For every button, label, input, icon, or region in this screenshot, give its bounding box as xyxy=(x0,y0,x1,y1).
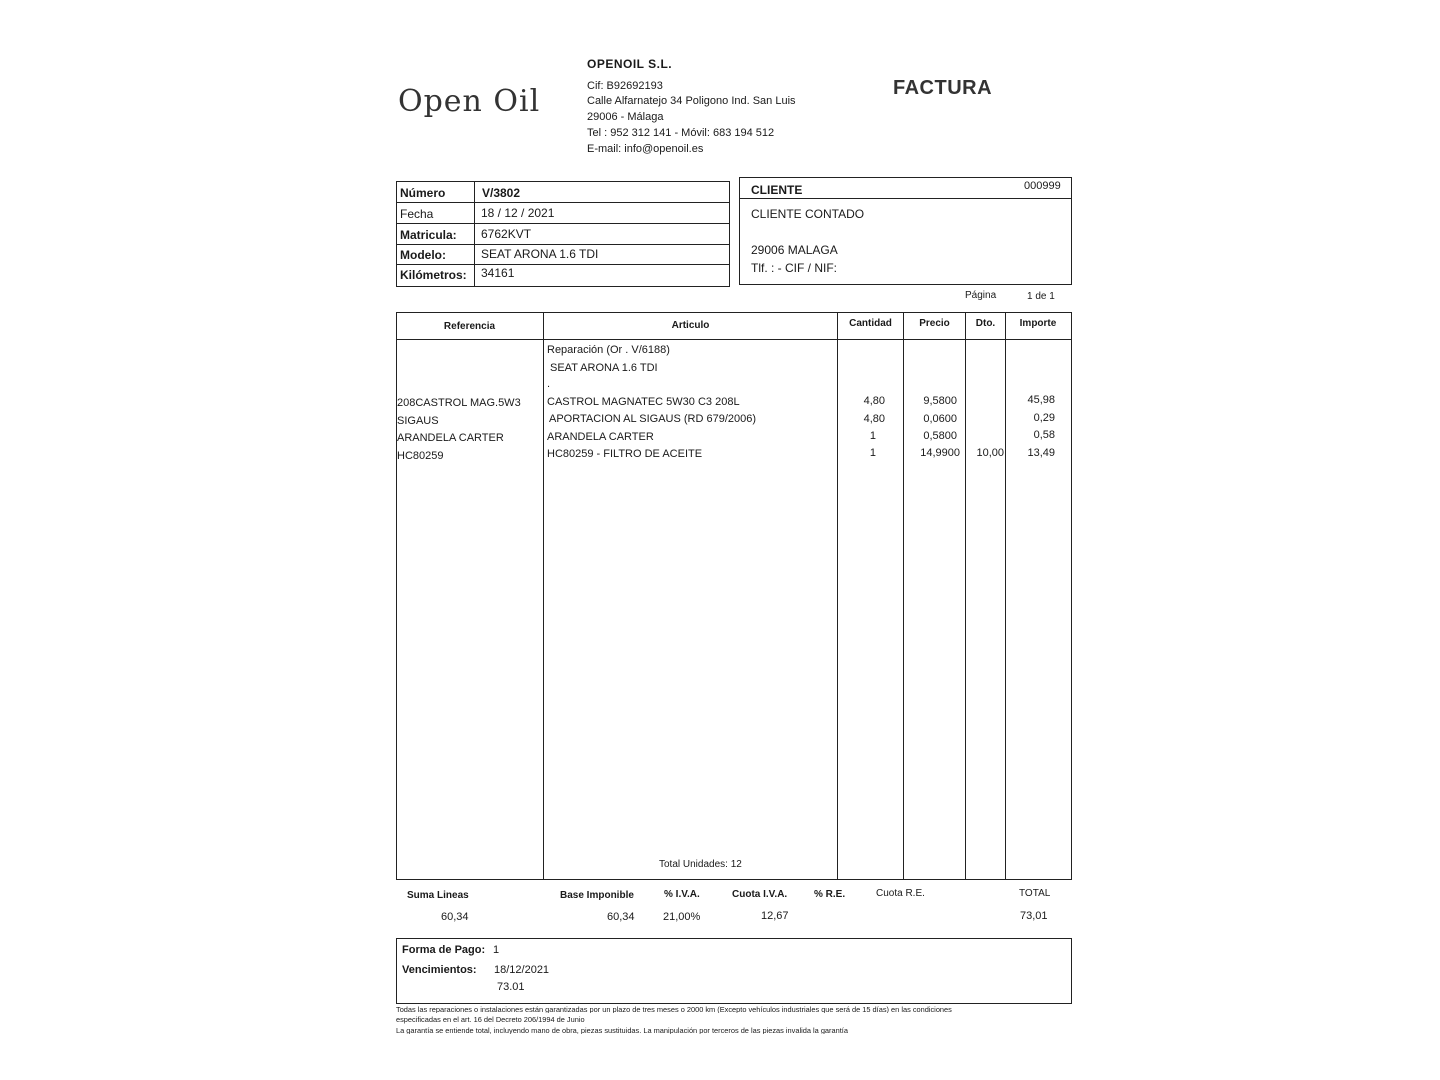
client-tlf: Tlf. : - CIF / NIF: xyxy=(751,261,837,275)
col-referencia: Referencia xyxy=(443,321,496,332)
company-city: 29006 - Málaga xyxy=(587,111,664,123)
forma-label: Forma de Pago: xyxy=(402,944,486,956)
line-importe: 13,49 xyxy=(1027,447,1055,459)
client-name: CLIENTE CONTADO xyxy=(751,207,865,221)
line-precio: 0,0600 xyxy=(923,413,957,425)
km-label: Kilómetros: xyxy=(400,268,467,282)
forma-value: 1 xyxy=(493,944,500,956)
modelo-label: Modelo: xyxy=(400,248,446,262)
numero-label: Número xyxy=(400,186,446,200)
line-ref: SIGAUS xyxy=(397,415,439,427)
line-cantidad: 1 xyxy=(869,430,876,442)
venc-label: Vencimientos: xyxy=(402,964,477,976)
page-value: 1 de 1 xyxy=(1027,291,1055,302)
line-importe: 0,29 xyxy=(1033,412,1055,424)
company-cif: Cif: B92692193 xyxy=(587,80,663,92)
fecha-value: 18 / 12 / 2021 xyxy=(481,206,555,220)
line-precio: 0,5800 xyxy=(923,430,957,442)
re-label: % R.E. xyxy=(814,889,846,900)
line-articulo: APORTACION AL SIGAUS (RD 679/2006) xyxy=(549,413,757,425)
company-phone: Tel : 952 312 141 - Móvil: 683 194 512 xyxy=(587,127,775,139)
company-email: E-mail: info@openoil.es xyxy=(587,143,704,155)
page-label: Página xyxy=(965,290,997,301)
fecha-label: Fecha xyxy=(400,207,434,221)
cuota-iva-value: 12,67 xyxy=(761,910,789,922)
total-label: TOTAL xyxy=(1019,888,1051,899)
company-address: Calle Alfarnatejo 34 Poligono Ind. San Luis xyxy=(587,95,796,107)
company-name: OPENOIL S.L. xyxy=(587,57,673,71)
cuota-iva-label: Cuota I.V.A. xyxy=(732,889,788,900)
line-ref: HC80259 xyxy=(397,450,444,462)
base-value: 60,34 xyxy=(607,911,635,923)
line-cantidad: 4,80 xyxy=(863,395,885,407)
suma-label: Suma Lineas xyxy=(407,890,469,901)
line-importe: 45,98 xyxy=(1027,394,1055,406)
line-precio: 14,9900 xyxy=(920,447,960,459)
matricula-label: Matricula: xyxy=(400,228,457,242)
line-dto: 10,00 xyxy=(976,447,1004,459)
iva-value: 21,00% xyxy=(663,911,701,923)
line-precio: 9,5800 xyxy=(923,395,957,407)
line-articulo: CASTROL MAGNATEC 5W30 C3 208L xyxy=(547,396,740,408)
line-cantidad: 1 xyxy=(869,447,876,459)
base-label: Base Imponible xyxy=(560,890,634,901)
venc-amount: 73.01 xyxy=(497,981,525,993)
line-ref: 208CASTROL MAG.5W3 xyxy=(397,397,521,409)
col-precio: Precio xyxy=(919,318,950,329)
total-value: 73,01 xyxy=(1020,910,1048,922)
matricula-value: 6762KVT xyxy=(481,227,532,241)
modelo-value: SEAT ARONA 1.6 TDI xyxy=(481,247,599,261)
client-code: 000999 xyxy=(1024,180,1061,192)
client-city: 29006 MALAGA xyxy=(751,243,838,257)
line-articulo: HC80259 - FILTRO DE ACEITE xyxy=(547,448,703,460)
intro-line: Reparación (Or . V/6188) xyxy=(547,344,670,356)
document-title: FACTURA xyxy=(893,77,993,99)
intro-line: . xyxy=(547,378,551,390)
venc-date: 18/12/2021 xyxy=(494,964,550,976)
col-articulo: Articulo xyxy=(671,320,710,331)
footer-line: Todas las reparaciones o instalaciones están garantizadas por un plazo de tres meses o 2000 km (Excepto vehículos industriales que será de 15 días) en las condiciones xyxy=(396,1006,952,1014)
line-articulo: ARANDELA CARTER xyxy=(547,431,654,443)
total-unidades: Total Unidades: 12 xyxy=(659,859,742,870)
line-ref: ARANDELA CARTER xyxy=(397,432,504,444)
col-cantidad: Cantidad xyxy=(849,318,892,329)
company-logo: Open Oil xyxy=(398,84,541,119)
col-importe: Importe xyxy=(1019,318,1057,329)
footer-line: especificadas en el art. 16 del Decreto 206/1994 de Junio xyxy=(396,1015,585,1024)
suma-value: 60,34 xyxy=(441,911,469,923)
km-value: 34161 xyxy=(481,266,515,280)
footer-line: La garantía se entiende total, incluyendo mano de obra, piezas sustituidas. La manipulación por terceros de las piezas invalida la garantía xyxy=(396,1027,848,1035)
iva-label: % I.V.A. xyxy=(664,889,700,900)
client-label: CLIENTE xyxy=(751,183,803,197)
cuota-re-label: Cuota R.E. xyxy=(876,888,925,899)
line-cantidad: 4,80 xyxy=(863,413,885,425)
col-dto: Dto. xyxy=(975,318,996,329)
line-importe: 0,58 xyxy=(1033,429,1055,441)
intro-line: SEAT ARONA 1.6 TDI xyxy=(550,362,658,374)
numero-value: V/3802 xyxy=(482,186,521,200)
